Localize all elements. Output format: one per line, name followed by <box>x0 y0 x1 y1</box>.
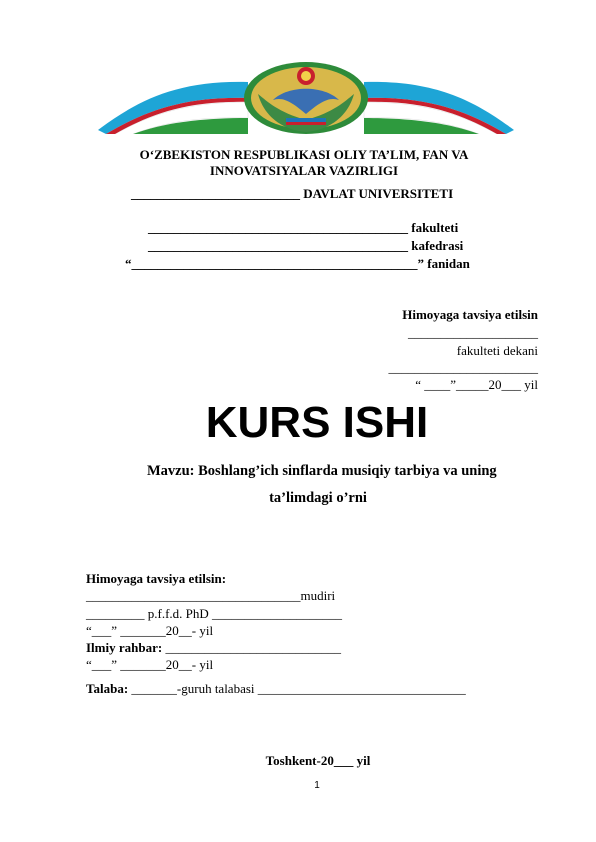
defense-date-1: “___” _______20__- yil <box>86 623 214 638</box>
topic-line1: Mavzu: Boshlang’ich sinflarda musiqiy tarbiya va uning <box>147 463 497 479</box>
dean-label: fakulteti dekani <box>456 343 538 358</box>
city-year: Toshkent-20___ yil <box>265 753 371 768</box>
coat-of-arms-icon <box>244 62 368 134</box>
document-title: KURS ISHI <box>205 398 429 447</box>
state-emblem-banner <box>98 60 514 134</box>
department-field: ________________________________________ kafedrasi <box>148 238 464 253</box>
department-head-field: _________________________________mudiri <box>86 588 336 603</box>
approval-heading: Himoyaga tavsiya etilsin <box>402 307 538 322</box>
defense-heading: Himoyaga tavsiya etilsin: <box>86 571 227 586</box>
advisor-blank: ___________________________ <box>162 640 341 655</box>
university-field: __________________________ DAVLAT UNIVERSITETI <box>131 186 454 201</box>
subject-field: “____________________________________________” fanidan <box>125 256 470 271</box>
defense-date-2: “___” _______20__- yil <box>86 657 214 672</box>
student-label: Talaba: <box>86 681 129 696</box>
advisor-label: Ilmiy rahbar: <box>86 640 163 655</box>
degree-field: _________ p.f.f.d. PhD ____________________ <box>86 606 343 621</box>
dean-name-blank: _______________________ <box>388 360 538 375</box>
right-flag <box>364 82 514 134</box>
faculty-field: ________________________________________ fakulteti <box>148 220 459 235</box>
topic-line2: ta’limdagi o’rni <box>269 490 367 506</box>
ministry-name-line2: INNOVATSIYALAR VAZIRLIGI <box>209 163 399 178</box>
approval-date: “ ____”_____20___ yil <box>415 377 538 392</box>
left-flag <box>98 82 248 134</box>
advisor-row <box>86 640 341 656</box>
page-number: 1 <box>314 780 320 791</box>
approval-signature-blank: ____________________ <box>408 325 538 340</box>
ministry-name-line1: O‘ZBEKISTON RESPUBLIKASI OLIY TA’LIM, FAN VA <box>139 147 469 162</box>
student-row <box>86 681 466 697</box>
student-field: _______-guruh talabasi ________________________________ <box>128 681 466 696</box>
